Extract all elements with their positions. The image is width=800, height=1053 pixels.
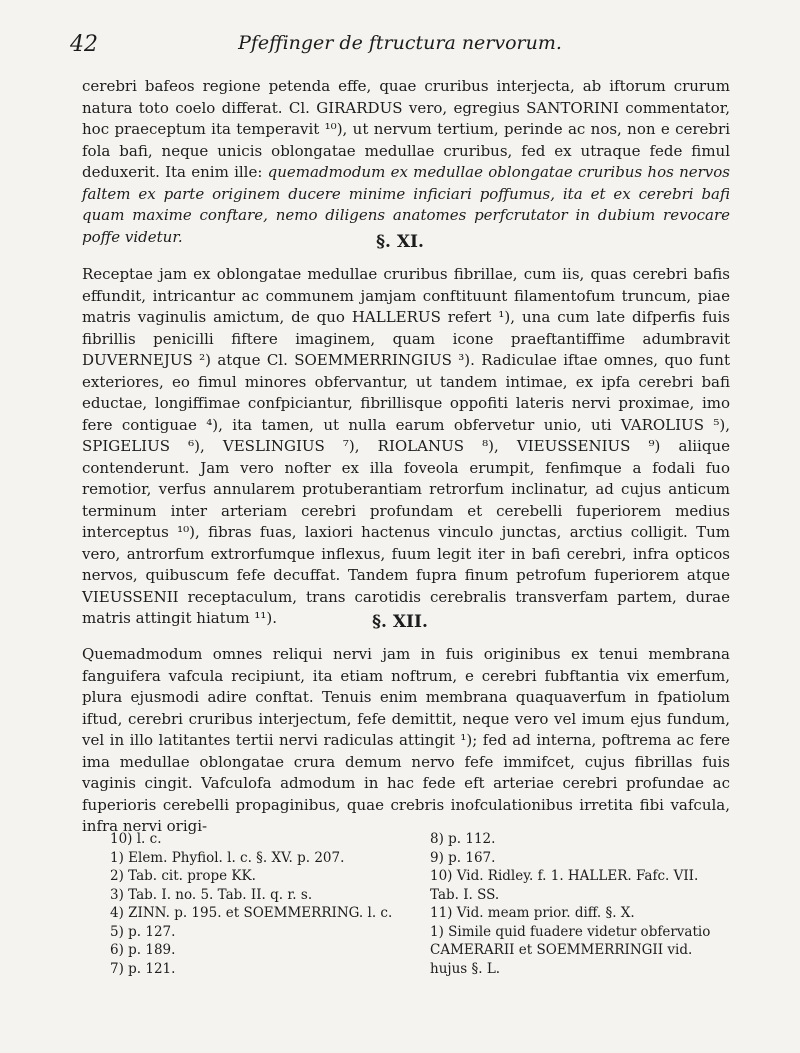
footnotes: [110, 830, 730, 980]
footnote: 3) Tab. I. no. 5. Tab. II. q. r. s.: [110, 886, 313, 903]
section-heading-xi: §. XI.: [376, 232, 424, 252]
paragraph-text: cerebri bafeos regione petenda effe, quae cruribus interjecta, ab iftorum crurum natura toto coelo differat. Cl. GIRARDUS vero, egregius SANTORINI commentator, hoc praeceptum ita temperavit ¹⁰), ut nervum tertium, perinde ac nos, non e cerebri fola bafi, neque unicis oblongatae medullae cruribus, fed ex utraque fede fimul deduxerit. Ita enim ille:: [82, 77, 730, 181]
footnote: 9) p. 167.: [430, 849, 496, 866]
footnote: 11) Vid. meam prior. diff. §. X.: [430, 905, 635, 921]
girardus-quote: quemadmodum ex medullae oblongatae cruribus hos nervos faltem ex parte originem ducere minime inficiari poffumus, ita et ex cerebri bafi quam maxime conftare, nemo diligens anatomes perfcrutator in dubium revocare poffe videtur.: [82, 163, 730, 246]
footnote: 5) p. 127.: [110, 923, 176, 940]
paragraph-section-xi: Receptae jam ex oblongatae medullae cruribus fibrillae, cum iis, quas cerebri bafis effundit, intricantur ac communem jamjam conftituunt filamentofum truncum, piae matris vaginulis amictum, de quo HALLERUS refert ¹), una cum late difperfis fuis fibrillis penicilli fiftere imaginem, quam icone praeftantiffime adumbravit DUVERNEJUS ²) atque Cl. SOEMMERRINGIUS ³). Radiculae iftae omnes, quo funt exteriores, eo fimul minores obfervantur, ut tandem intimae, ex ipfa cerebri bafi eductae, longiffimae confpiciantur, fibrillisque oppofiti lateris nervi proximae, imo fere contiguae ⁴), ita tamen, ut nulla earum obfervetur unio, uti VAROLIUS ⁵), SPIGELIUS ⁶), VESLINGIUS ⁷), RIOLANUS ⁸), VIEUSSENIUS ⁹) aliique contenderunt. Jam vero nofter ex illa foveola erumpit, fenfimque a fodali fuo remotior, verfus annularem protuberantiam retrorfum inclinatur, ad cujus anticum terminum inter arteriam cerebri profundam et cerebelli fuperiorem medius interceptus ¹⁰), fibras fuas, laxiori hactenus vinculo junctas, arctius colligit. Tum vero, antrorfum extrorfumque inflexus, fuum legit iter in bafi cerebri, infra opticos nervos, quibuscum fefe decuffat. Tandem fupra finum petrofum fuperiorem atque VIEUSSENII receptaculum, trans carotidis cerebralis transverfam partem, durae matris attingit hiatum ¹¹).: [82, 265, 730, 627]
section-heading-xii: §. XII.: [372, 612, 428, 632]
footnote: 1) Elem. Phyfiol. l. c. §. XV. p. 207.: [110, 849, 345, 866]
running-head: [70, 30, 730, 60]
footnote: 10) l. c.: [110, 831, 162, 847]
footnote: 6) p. 189.: [110, 942, 176, 958]
footnote: 8) p. 112.: [430, 831, 496, 847]
paragraph-girardus: [82, 76, 730, 248]
running-title: Pfeffinger de ftructura nervorum.: [238, 32, 562, 54]
footnotes-right-column: [430, 830, 730, 978]
page-number: 42: [70, 32, 98, 57]
footnote: 2) Tab. cit. prope KK.: [110, 868, 256, 884]
footnote: 1) Simile quid fuadere videtur obfervatio CAMERARII et SOEMMERRINGII vid. hujus §. L.: [430, 923, 711, 977]
footnote: 7) p. 121.: [110, 960, 176, 977]
footnote: 10) Vid. Ridley. f. 1. HALLER. Fafc. VII. Tab. I. SS.: [430, 868, 699, 903]
footnotes-left-column: [110, 830, 400, 978]
footnote: 4) ZINN. p. 195. et SOEMMERRING. l. c.: [110, 905, 393, 921]
paragraph-section-xii: Quemadmodum omnes reliqui nervi jam in fuis originibus ex tenui membrana fanguifera vafcula recipiunt, ita etiam noftrum, e cerebri fubftantia vix emerfum, plura ejusmodi adire conftat. Tenuis enim membrana quaquaverfum in fpatiolum iftud, cerebri cruribus interjectum, fefe demittit, neque vero vel imum ejus fundum, vel in illo latitantes tertii nervi radiculas attingit ¹); fed ad interna, poftrema ac fere ima medullae oblongatae crura demum nervo fefe immifcet, cujus fibrillas fuis vaginis cingit. Vafculofa admodum in hac fede eft arteriae cerebri profundae ac fuperioris cerebelli propaginibus, quae crebris inofculationibus irretita fibi vafcula, infra nervi origi-: [82, 645, 730, 835]
